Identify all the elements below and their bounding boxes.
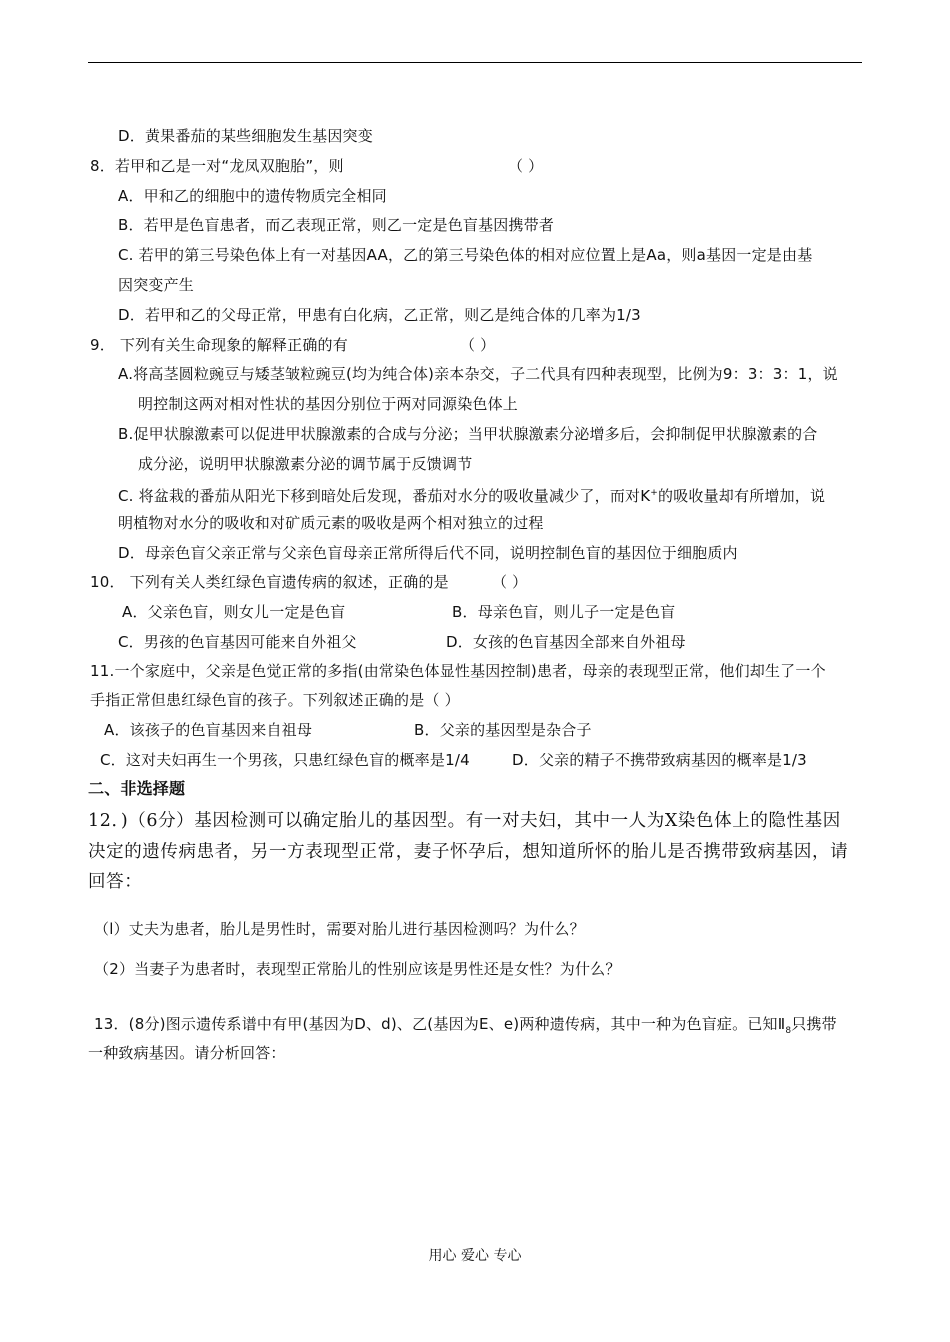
q10-option-d: D．女孩的色盲基因全部来自外祖母 bbox=[446, 633, 686, 651]
q11-option-a: A．该孩子的色盲基因来自祖母 bbox=[104, 721, 313, 739]
q13-stem-line2: 一种致病基因。请分析回答： bbox=[88, 1044, 286, 1062]
q9-answer-bracket: （ ） bbox=[460, 336, 496, 354]
q9-c-superscript: + bbox=[650, 488, 658, 498]
q9-stem: 9． 下列有关生命现象的解释正确的有 bbox=[90, 336, 348, 354]
q7-option-d: D．黄果番茄的某些细胞发生基因突变 bbox=[118, 127, 373, 145]
q10-option-c: C．男孩的色盲基因可能来自外祖父 bbox=[118, 633, 357, 651]
q10-option-a: A．父亲色盲，则女儿一定是色盲 bbox=[122, 603, 346, 621]
q8-option-c-line2: 因突变产生 bbox=[118, 276, 195, 294]
q9-option-a-line2: 明控制这两对相对性状的基因分别位于两对同源染色体上 bbox=[138, 395, 519, 413]
q9-c-text-a: C. 将盆栽的番茄从阳光下移到暗处后发现，番茄对水分的吸收量减少了，而对K bbox=[118, 487, 651, 505]
q12-stem-line3: 回答： bbox=[88, 872, 143, 892]
q12-part1: （l）丈夫为患者，胎儿是男性时，需要对胎儿进行基因检测吗？为什么？ bbox=[94, 920, 585, 938]
q8-stem: 8．若甲和乙是一对“龙凤双胞胎”，则 bbox=[90, 157, 344, 175]
q9-option-d: D．母亲色盲父亲正常与父亲色盲母亲正常所得后代不同，说明控制色盲的基因位于细胞质内 bbox=[118, 544, 738, 562]
q11-stem-line2: 手指正常但患红绿色盲的孩子。下列叙述正确的是（ ） bbox=[90, 691, 460, 709]
q9-option-c-line2: 明植物对水分的吸收和对矿质元素的吸收是两个相对独立的过程 bbox=[118, 514, 544, 532]
q9-option-c-line1 bbox=[118, 482, 825, 507]
q12-stem-line1: 12．)（6分）基因检测可以确定胎儿的基因型。有一对夫妇，其中一人为X染色体上的隐性基因 bbox=[88, 811, 841, 831]
q13-text-b: 只携带 bbox=[791, 1015, 837, 1033]
q13-stem-line1 bbox=[94, 1013, 837, 1042]
q8-option-b: B．若甲是色盲患者，而乙表现正常，则乙一定是色盲基因携带者 bbox=[118, 216, 555, 234]
page-footer: 用心 爱心 专心 bbox=[428, 1248, 522, 1264]
q11-option-c: C．这对夫妇再生一个男孩，只患红绿色盲的概率是1/4 bbox=[100, 751, 470, 769]
q10-option-b: B．母亲色盲，则儿子一定是色盲 bbox=[452, 603, 676, 621]
q11-option-b: B．父亲的基因型是杂合子 bbox=[414, 721, 592, 739]
q9-option-b-line1: B.促甲状腺激素可以促进甲状腺激素的合成与分泌；当甲状腺激素分泌增多后，会抑制促甲状腺激素的合 bbox=[118, 425, 818, 443]
q11-option-d: D．父亲的精子不携带致病基因的概率是1/3 bbox=[512, 751, 807, 769]
section-title-non-choice: 二、非选择题 bbox=[88, 779, 186, 798]
q9-c-text-b: 的吸收量却有所增加，说 bbox=[658, 487, 826, 505]
q8-option-a: A．甲和乙的细胞中的遗传物质完全相同 bbox=[118, 187, 387, 205]
q13-subscript: 8 bbox=[785, 1026, 792, 1036]
q9-option-b-line2: 成分泌，说明甲状腺激素分泌的调节属于反馈调节 bbox=[138, 455, 473, 473]
q11-stem-line1: 11.一个家庭中，父亲是色觉正常的多指(由常染色体显性基因控制)患者，母亲的表现型正常，他们却生了一个 bbox=[90, 662, 826, 680]
q10-stem: 10． 下列有关人类红绿色盲遗传病的叙述，正确的是 bbox=[90, 573, 449, 591]
q12-part2: （2）当妻子为患者时，表现型正常胎儿的性别应该是男性还是女性？为什么？ bbox=[94, 960, 621, 978]
q13-text-a: 13．(8分)图示遗传系谱中有甲(基因为D、d)、乙(基因为E、e)两种遗传病，其中一种为色盲症。已知Ⅱ bbox=[94, 1015, 786, 1033]
q8-answer-bracket: （ ） bbox=[508, 157, 544, 175]
q8-option-c-line1: C. 若甲的第三号染色体上有一对基因AA，乙的第三号染色体的相对应位置上是Aa，则a基因一定是由基 bbox=[118, 246, 813, 264]
header-rule bbox=[88, 62, 862, 63]
q8-option-d: D．若甲和乙的父母正常，甲患有白化病，乙正常，则乙是纯合体的几率为1/3 bbox=[118, 306, 641, 324]
q9-option-a-line1: A.将高茎圆粒豌豆与矮茎皱粒豌豆(均为纯合体)亲本杂交，子二代具有四种表现型，比例为9：3：3：1，说 bbox=[118, 365, 838, 383]
q12-stem-line2: 决定的遗传病患者，另一方表现型正常，妻子怀孕后，想知道所怀的胎儿是否携带致病基因，请 bbox=[88, 842, 849, 862]
q10-answer-bracket: （ ） bbox=[492, 573, 528, 591]
